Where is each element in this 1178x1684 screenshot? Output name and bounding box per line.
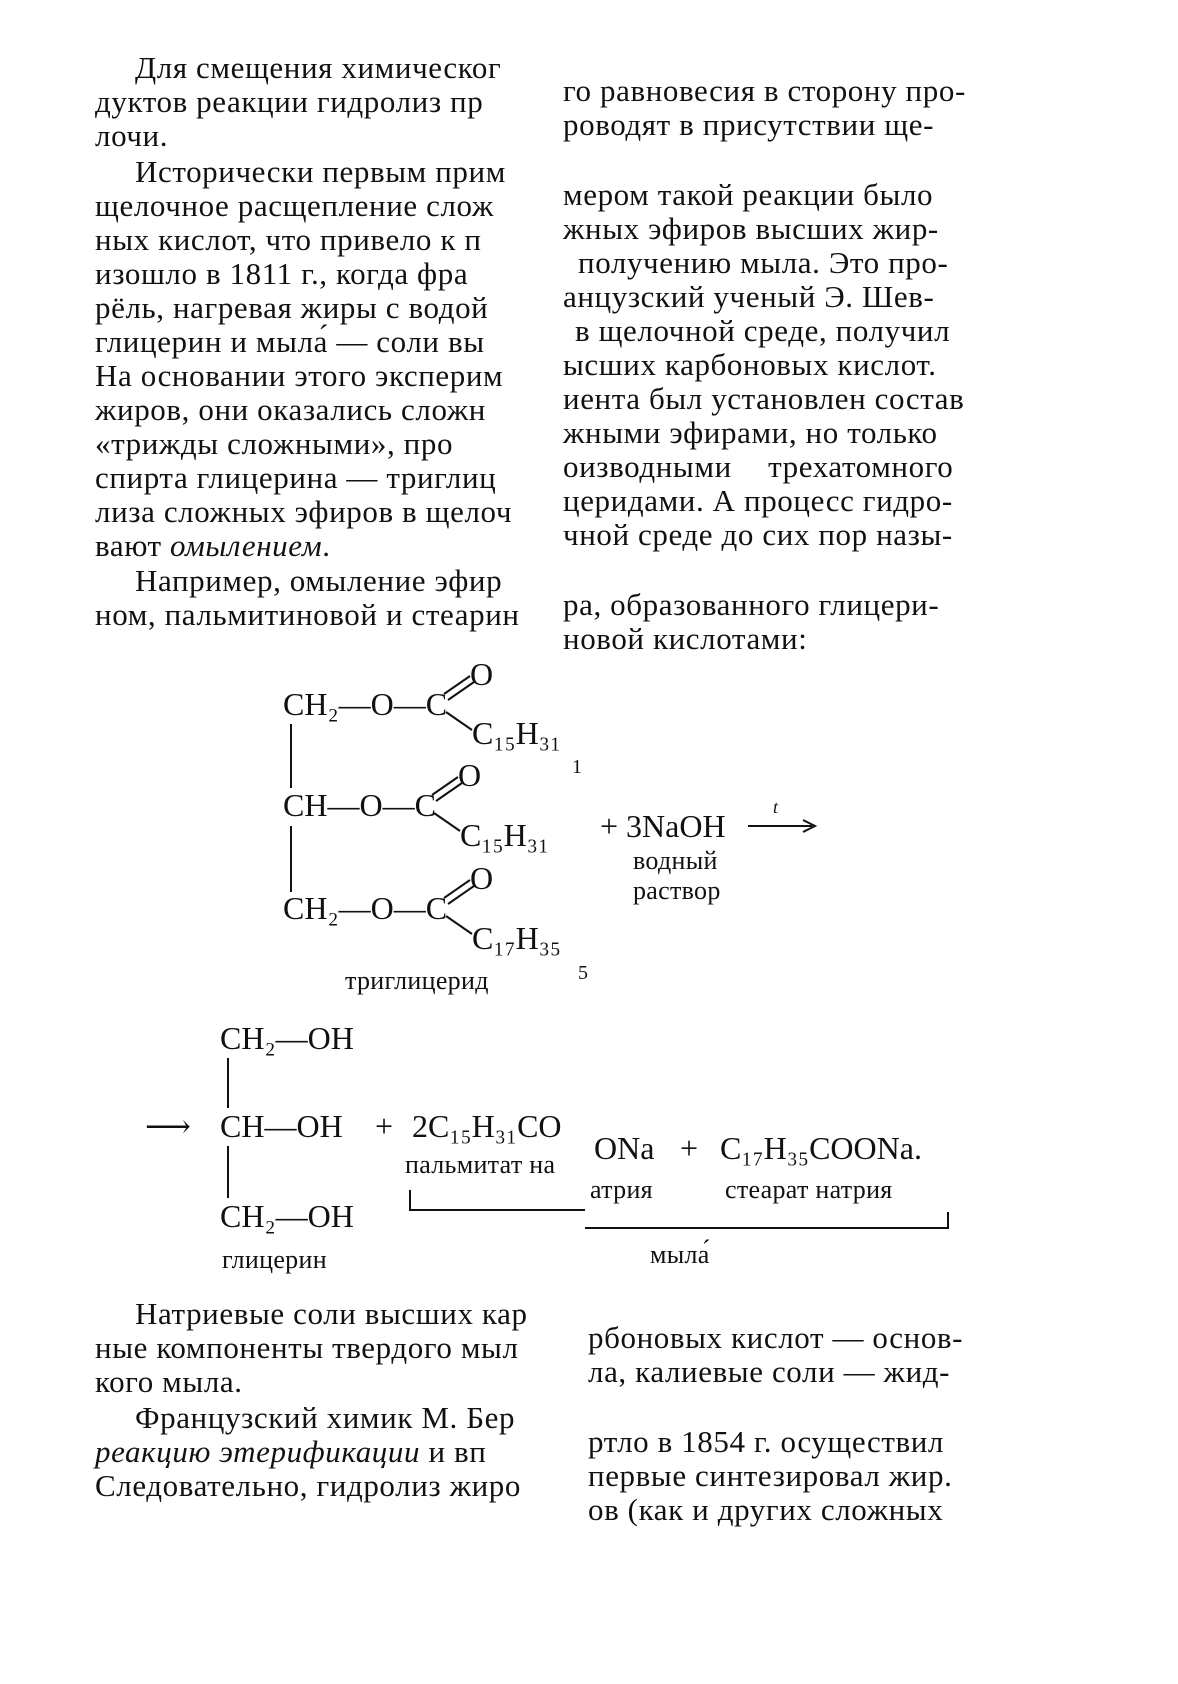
left-line-14: лиза сложных эфиров в щелоч: [95, 494, 513, 529]
eq2-palmitate-end: ONa: [594, 1130, 655, 1166]
eq1-condition-t: t: [773, 797, 779, 817]
left-line-4: Исторически первым прим: [135, 154, 506, 189]
left-lower-4: Французский химик М. Бер: [135, 1400, 516, 1435]
right-lower-2: ла, калиевые соли — жид-: [588, 1354, 951, 1389]
left-lower-5: [95, 1434, 486, 1470]
label-stearate: стеарат натрия: [725, 1175, 893, 1204]
label-palmitate-left: пальмитат на: [405, 1150, 556, 1179]
left-line-13: спирта глицерина — триглиц: [95, 460, 497, 495]
right-line-14: ра, образованного глицери-: [563, 587, 940, 622]
label-palmitate-right: атрия: [590, 1175, 653, 1204]
left-line-6: ных кислот, что привело к п: [95, 222, 482, 257]
right-line-1: го равновесия в сторону про-: [563, 73, 966, 108]
left-line-3: лочи.: [95, 118, 169, 153]
right-line-6: анцузский ученый Э. Шев-: [563, 279, 935, 314]
left-line-15: вают омылением.: [95, 528, 331, 563]
eq1-fragment-3: 5: [578, 962, 589, 984]
right-line-4: жных эфиров высших жир-: [563, 211, 939, 246]
left-line-12: «трижды сложными», про: [95, 426, 454, 461]
eq2-arrow: ⟶: [145, 1108, 191, 1144]
term-omylenie: омылением: [170, 528, 323, 563]
eq1-row3: CH₂—O—C: [283, 890, 448, 926]
left-line-15-text: вают: [95, 528, 171, 563]
left-line-10: На основании этого эксперим: [95, 358, 504, 393]
eq2-row3: CH₂—OH: [220, 1198, 354, 1234]
left-lower-5-text: и вп: [420, 1434, 487, 1469]
left-lower-3: кого мыла.: [95, 1364, 243, 1399]
left-line-9: глицерин и мыла́ — соли вы: [95, 324, 485, 359]
eq2-palmitate: 2C₁₅H₃₁CO: [412, 1108, 562, 1144]
right-line-8: ысших карбоновых кислот.: [563, 347, 937, 382]
eq1-fragment-1: 1: [572, 756, 583, 778]
eq2-row2: CH—OH: [220, 1108, 343, 1144]
eq1-condition-line-2: раствор: [633, 876, 721, 905]
right-line-9: иента был установлен состав: [563, 381, 965, 416]
left-lower-2: ные компоненты твердого мыл: [95, 1330, 519, 1365]
right-line-15: новой кислотами:: [563, 621, 808, 656]
left-lower-1: Натриевые соли высших кар: [135, 1296, 528, 1331]
right-lower-3: ртло в 1854 г. осуществил: [588, 1424, 944, 1459]
eq2-stearate: C₁₇H₃₅COONa.: [720, 1130, 922, 1166]
right-line-13: чной среде до сих пор назы-: [563, 517, 953, 552]
eq1-oxygen-3: O: [470, 860, 494, 896]
eq1-oxygen-2: O: [458, 757, 482, 793]
eq2-plus-1: +: [375, 1108, 394, 1144]
left-line-1: Для смещения химическог: [135, 50, 502, 85]
left-line-8: рёль, нагревая жиры с водой: [95, 290, 489, 325]
eq2-plus-2: +: [680, 1130, 699, 1166]
eq1-row2: CH—O—C: [283, 787, 436, 823]
eq2-row1: CH₂—OH: [220, 1020, 354, 1056]
right-lower-5: ов (как и других сложных: [588, 1492, 944, 1527]
eq1-reagent: + 3NaOH: [600, 808, 726, 844]
right-lower-1: рбоновых кислот — основ-: [588, 1320, 964, 1355]
eq1-oxygen-1: O: [470, 656, 494, 692]
right-line-3: мером такой реакции было: [563, 177, 934, 212]
left-line-11: жиров, они оказались сложн: [95, 392, 486, 427]
term-esterification: реакцию этерификации: [95, 1434, 421, 1469]
left-line-17: ном, пальмитиновой и стеарин: [95, 597, 520, 632]
eq1-chain-2: C₁₅H₃₁: [460, 817, 550, 853]
eq1-row1: CH₂—O—C: [283, 686, 448, 722]
label-glycerin: глицерин: [222, 1245, 327, 1274]
label-triglyceride: триглицерид: [345, 966, 489, 995]
right-line-2: роводят в присутствии ще-: [563, 107, 935, 142]
eq1-chain-1: C₁₅H₃₁: [472, 715, 562, 751]
right-line-12: церидами. А процесс гидро-: [563, 483, 953, 518]
right-line-5: получению мыла. Это про-: [578, 245, 949, 280]
right-line-7: в щелочной среде, получил: [575, 313, 951, 348]
left-line-5: щелочное расщепление слож: [95, 188, 494, 223]
right-line-11: оизводными трехатомного: [563, 449, 954, 484]
label-soaps: мыла́: [650, 1240, 710, 1269]
left-line-7: изошло в 1811 г., когда фра: [95, 256, 469, 291]
right-lower-4: первые синтезировал жир.: [588, 1458, 953, 1493]
eq1-condition-line-1: водный: [633, 846, 718, 875]
left-line-16: Например, омыление эфир: [135, 563, 503, 598]
left-lower-6: Следовательно, гидролиз жиро: [95, 1468, 521, 1503]
right-line-10: жными эфирами, но только: [563, 415, 938, 450]
eq1-chain-3: C₁₇H₃₅: [472, 920, 562, 956]
left-line-2: дуктов реакции гидролиз пр: [95, 84, 484, 119]
